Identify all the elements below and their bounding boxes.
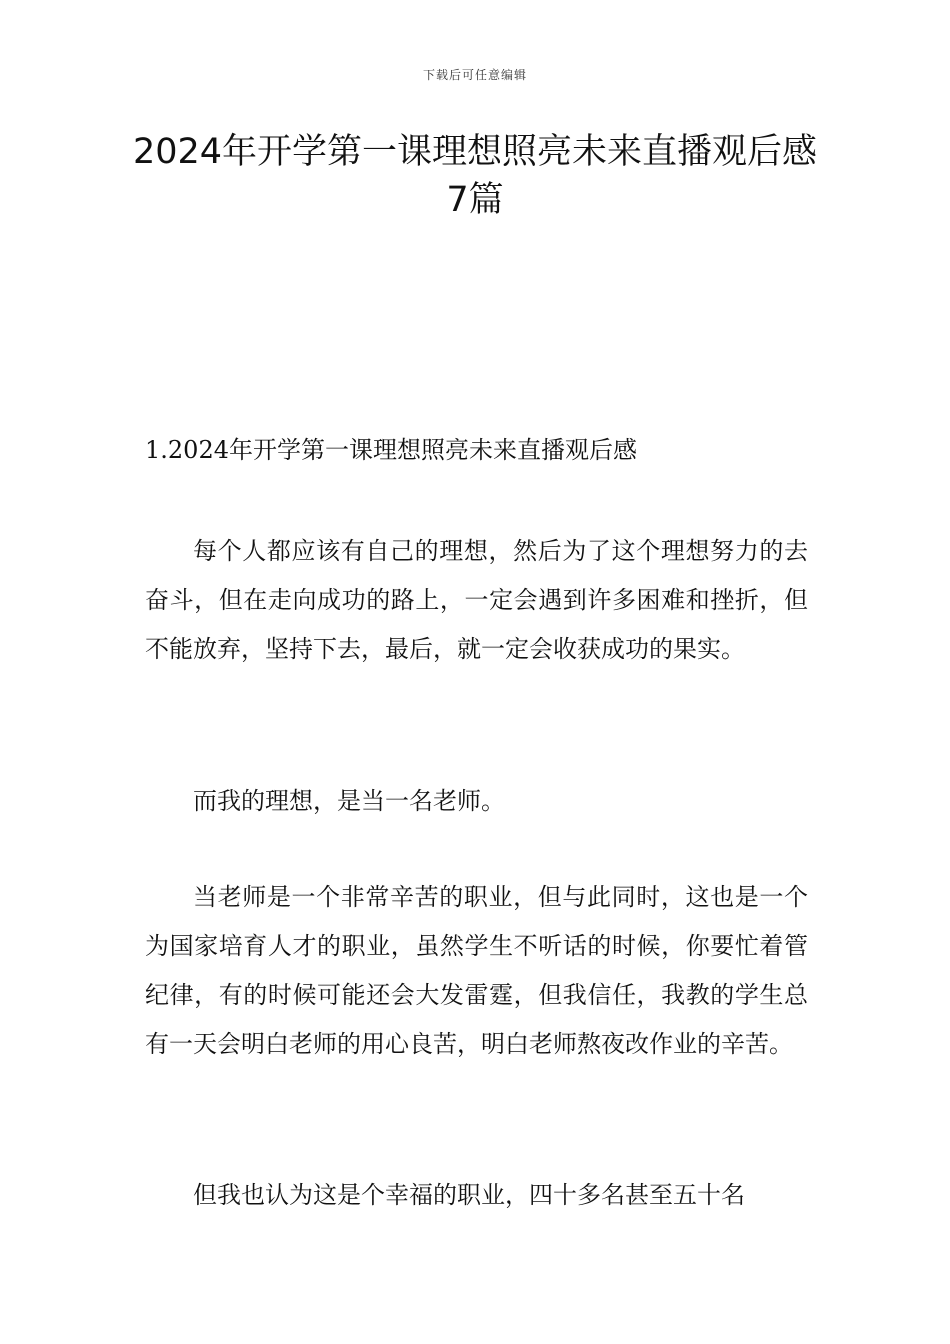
paragraph-2: 而我的理想，是当一名老师。 <box>193 787 505 815</box>
paragraph-3: 当老师是一个非常辛苦的职业，但与此同时，这也是一个为国家培育人才的职业，虽然学生不听话的时候，你要忙着管纪律，有的时候可能还会大发雷霆，但我信任，我教的学生总有一天会明白老师的用心良苦，明白老师熬夜改作业的辛苦。 <box>145 883 808 1058</box>
paragraph-4: 但我也认为这是个幸福的职业，四十多名甚至五十名 <box>193 1181 745 1209</box>
header-note: 下载后可任意编辑 <box>422 68 527 82</box>
document-title: 2024年开学第一课理想照亮未来直播观后感7篇 <box>132 132 818 220</box>
section-heading: 1.2024年开学第一课理想照亮未来直播观后感 <box>145 436 637 464</box>
paragraph-1: 每个人都应该有自己的理想，然后为了这个理想努力的去奋斗，但在走向成功的路上，一定会遇到许多困难和挫折，但不能放弃，坚持下去，最后，就一定会收获成功的果实。 <box>145 537 808 663</box>
